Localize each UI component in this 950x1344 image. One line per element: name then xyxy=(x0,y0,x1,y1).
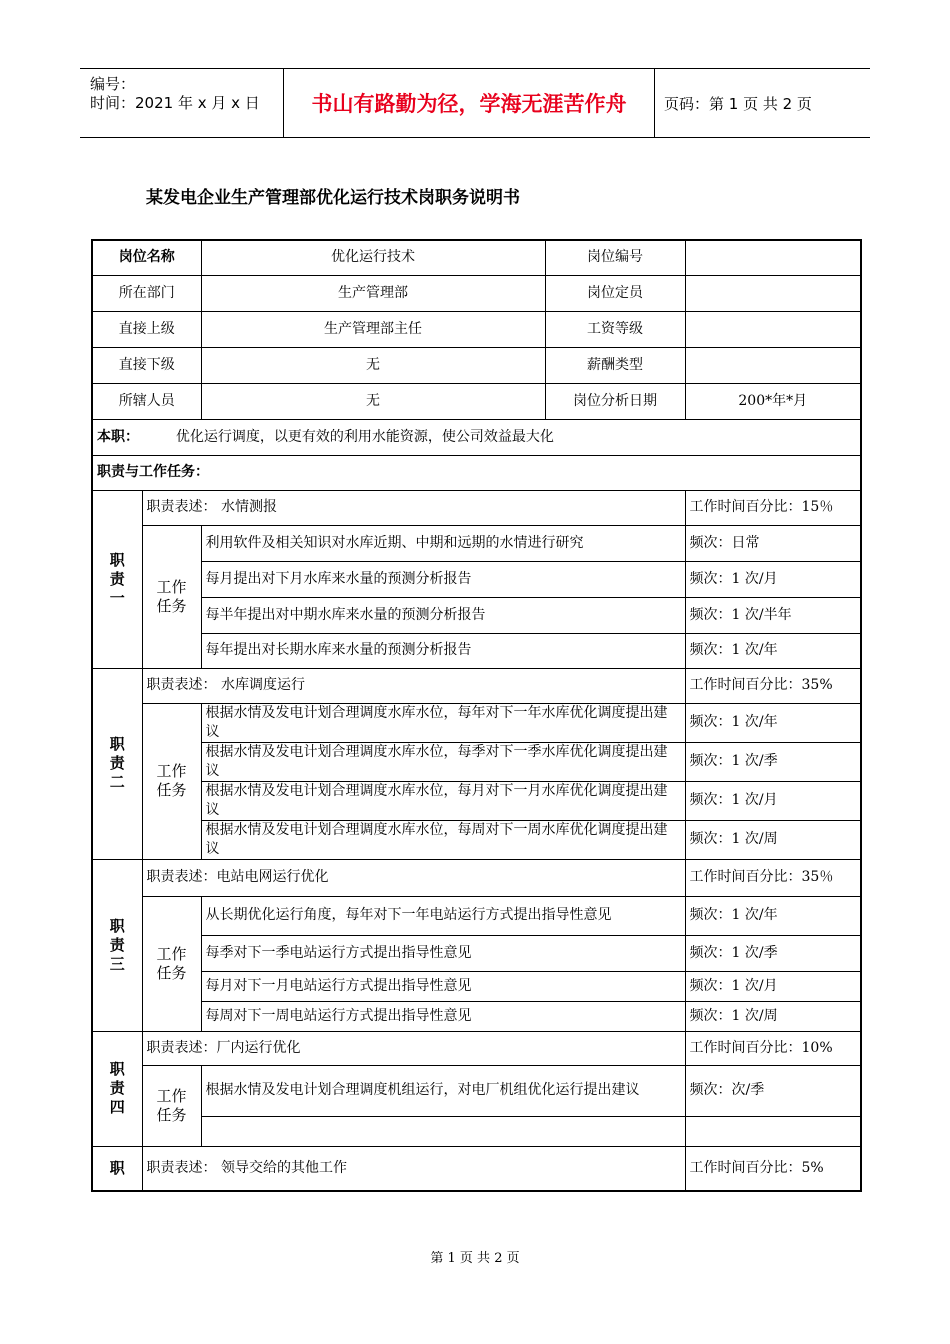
task-row xyxy=(92,781,861,820)
task-text: 每月对下一月电站运行方式提出指导性意见 xyxy=(201,971,685,1001)
task-freq: 频次：1 次/年 xyxy=(685,896,861,935)
task-row xyxy=(92,525,861,561)
info-value xyxy=(685,275,861,311)
task-row xyxy=(92,935,861,971)
info-row xyxy=(92,311,861,347)
task-text: 每季对下一季电站运行方式提出指导性意见 xyxy=(201,935,685,971)
info-row xyxy=(92,240,861,275)
duty-label-text: 职责三 xyxy=(109,916,125,973)
task-text: 每周对下一周电站运行方式提出指导性意见 xyxy=(201,1001,685,1031)
benzhi-cell xyxy=(92,419,861,455)
task-label-text: 工作任务 xyxy=(156,577,187,615)
header-motto: 书山有路勤为径，学海无涯苦作舟 xyxy=(283,69,655,137)
task-text: 利用软件及相关知识对水库近期、中期和远期的水情进行研究 xyxy=(201,525,685,561)
task-freq: 频次：1 次/年 xyxy=(685,703,861,742)
info-value xyxy=(685,240,861,275)
duty-label-text: 职责一 xyxy=(109,550,125,607)
info-key: 岗位定员 xyxy=(545,275,685,311)
duty-desc-row xyxy=(92,859,861,896)
doc-time-label: 时间：2021 年 x 月 x 日 xyxy=(90,94,260,112)
info-key: 所在部门 xyxy=(92,275,201,311)
header-meta xyxy=(80,69,283,137)
task-row xyxy=(92,597,861,633)
task-label-text: 工作任务 xyxy=(156,1086,187,1124)
task-freq: 频次：1 次/月 xyxy=(685,561,861,597)
info-row xyxy=(92,347,861,383)
duty-pct: 工作时间百分比：35％ xyxy=(685,859,861,896)
task-freq xyxy=(685,1116,861,1146)
task-freq: 频次：1 次/季 xyxy=(685,935,861,971)
task-row xyxy=(92,703,861,742)
task-row xyxy=(92,971,861,1001)
duty-desc-row xyxy=(92,1031,861,1065)
info-value: 无 xyxy=(201,347,545,383)
task-freq: 频次：1 次/月 xyxy=(685,971,861,1001)
duty-desc: 职责表述： 领导交给的其他工作 xyxy=(142,1146,685,1191)
task-text: 每半年提出对中期水库来水量的预测分析报告 xyxy=(201,597,685,633)
info-key: 直接上级 xyxy=(92,311,201,347)
duty-pct: 工作时间百分比：15％ xyxy=(685,490,861,525)
duty-label-text: 职责四 xyxy=(109,1060,125,1116)
duty-desc-row xyxy=(92,490,861,525)
page-header xyxy=(80,68,870,138)
duties-header xyxy=(92,455,861,490)
task-label-text: 工作任务 xyxy=(156,944,187,982)
task-row xyxy=(92,742,861,781)
info-value xyxy=(685,347,861,383)
task-label xyxy=(142,896,201,1031)
duty-pct: 工作时间百分比：5% xyxy=(685,1146,861,1191)
duty-desc-row xyxy=(92,668,861,703)
duty-label: 职 xyxy=(92,1146,142,1191)
task-text: 从长期优化运行角度，每年对下一年电站运行方式提出指导性意见 xyxy=(201,896,685,935)
duty-pct: 工作时间百分比：35% xyxy=(685,668,861,703)
duty-pct: 工作时间百分比：10% xyxy=(685,1031,861,1065)
duty-desc: 职责表述： 水情测报 xyxy=(142,490,685,525)
task-row xyxy=(92,633,861,668)
info-row xyxy=(92,383,861,419)
duty-label-text: 职责二 xyxy=(109,735,125,791)
task-freq: 频次：1 次/周 xyxy=(685,1001,861,1031)
header-page-info: 页码：第 1 页 共 2 页 xyxy=(664,94,812,113)
task-text: 根据水情及发电计划合理调度水库水位，每年对下一年水库优化调度提出建议 xyxy=(201,703,685,742)
benzhi-label: 本职： xyxy=(97,428,139,445)
duty-label xyxy=(92,1031,142,1146)
duty-label xyxy=(92,668,142,859)
page-footer: 第 1 页 共 2 页 xyxy=(430,1251,520,1266)
info-row xyxy=(92,275,861,311)
duty-desc: 职责表述：厂内运行优化 xyxy=(142,1031,685,1065)
benzhi-row xyxy=(92,419,861,455)
task-text: 每年提出对长期水库来水量的预测分析报告 xyxy=(201,633,685,668)
duties-header-row xyxy=(92,455,861,490)
task-freq: 频次：1 次/月 xyxy=(685,781,861,820)
task-text: 根据水情及发电计划合理调度水库水位，每季对下一季水库优化调度提出建议 xyxy=(201,742,685,781)
info-key: 工资等级 xyxy=(545,311,685,347)
task-label xyxy=(142,703,201,859)
info-value: 200*年*月 xyxy=(685,383,861,419)
info-value: 无 xyxy=(201,383,545,419)
task-label xyxy=(142,525,201,668)
task-row xyxy=(92,1001,861,1031)
info-key: 岗位名称 xyxy=(92,240,201,275)
info-key: 薪酬类型 xyxy=(545,347,685,383)
job-description-table xyxy=(91,239,862,1192)
info-value: 生产管理部主任 xyxy=(201,311,545,347)
task-text: 根据水情及发电计划合理调度机组运行，对电厂机组优化运行提出建议 xyxy=(201,1065,685,1116)
duty-desc-row xyxy=(92,1146,861,1191)
task-label-text: 工作任务 xyxy=(156,762,187,799)
doc-number-label: 编号： xyxy=(90,75,136,93)
task-row xyxy=(92,561,861,597)
task-freq: 频次：次/季 xyxy=(685,1065,861,1116)
task-row xyxy=(92,1065,861,1116)
task-row xyxy=(92,896,861,935)
duty-label xyxy=(92,490,142,668)
duty-desc: 职责表述： 水库调度运行 xyxy=(142,668,685,703)
task-freq: 频次：1 次/周 xyxy=(685,820,861,859)
task-row xyxy=(92,820,861,859)
info-value: 优化运行技术 xyxy=(201,240,545,275)
info-key: 岗位分析日期 xyxy=(545,383,685,419)
document-title: 某发电企业生产管理部优化运行技术岗职务说明书 xyxy=(146,188,520,208)
duties-header-text: 职责与工作任务： xyxy=(97,464,209,480)
info-value xyxy=(685,311,861,347)
info-key: 直接下级 xyxy=(92,347,201,383)
benzhi-text: 优化运行调度，以更有效的利用水能资源，使公司效益最大化 xyxy=(175,428,554,445)
duty-label xyxy=(92,859,142,1031)
task-text: 根据水情及发电计划合理调度水库水位，每月对下一月水库优化调度提出建议 xyxy=(201,781,685,820)
info-key: 所辖人员 xyxy=(92,383,201,419)
duty-desc: 职责表述：电站电网运行优化 xyxy=(142,859,685,896)
task-label xyxy=(142,1065,201,1146)
task-row xyxy=(92,1116,861,1146)
task-freq: 频次：1 次/年 xyxy=(685,633,861,668)
task-text xyxy=(201,1116,685,1146)
task-freq: 频次：日常 xyxy=(685,525,861,561)
task-text: 根据水情及发电计划合理调度水库水位，每周对下一周水库优化调度提出建议 xyxy=(201,820,685,859)
task-text: 每月提出对下月水库来水量的预测分析报告 xyxy=(201,561,685,597)
info-key: 岗位编号 xyxy=(545,240,685,275)
task-freq: 频次：1 次/半年 xyxy=(685,597,861,633)
info-value: 生产管理部 xyxy=(201,275,545,311)
task-freq: 频次：1 次/季 xyxy=(685,742,861,781)
